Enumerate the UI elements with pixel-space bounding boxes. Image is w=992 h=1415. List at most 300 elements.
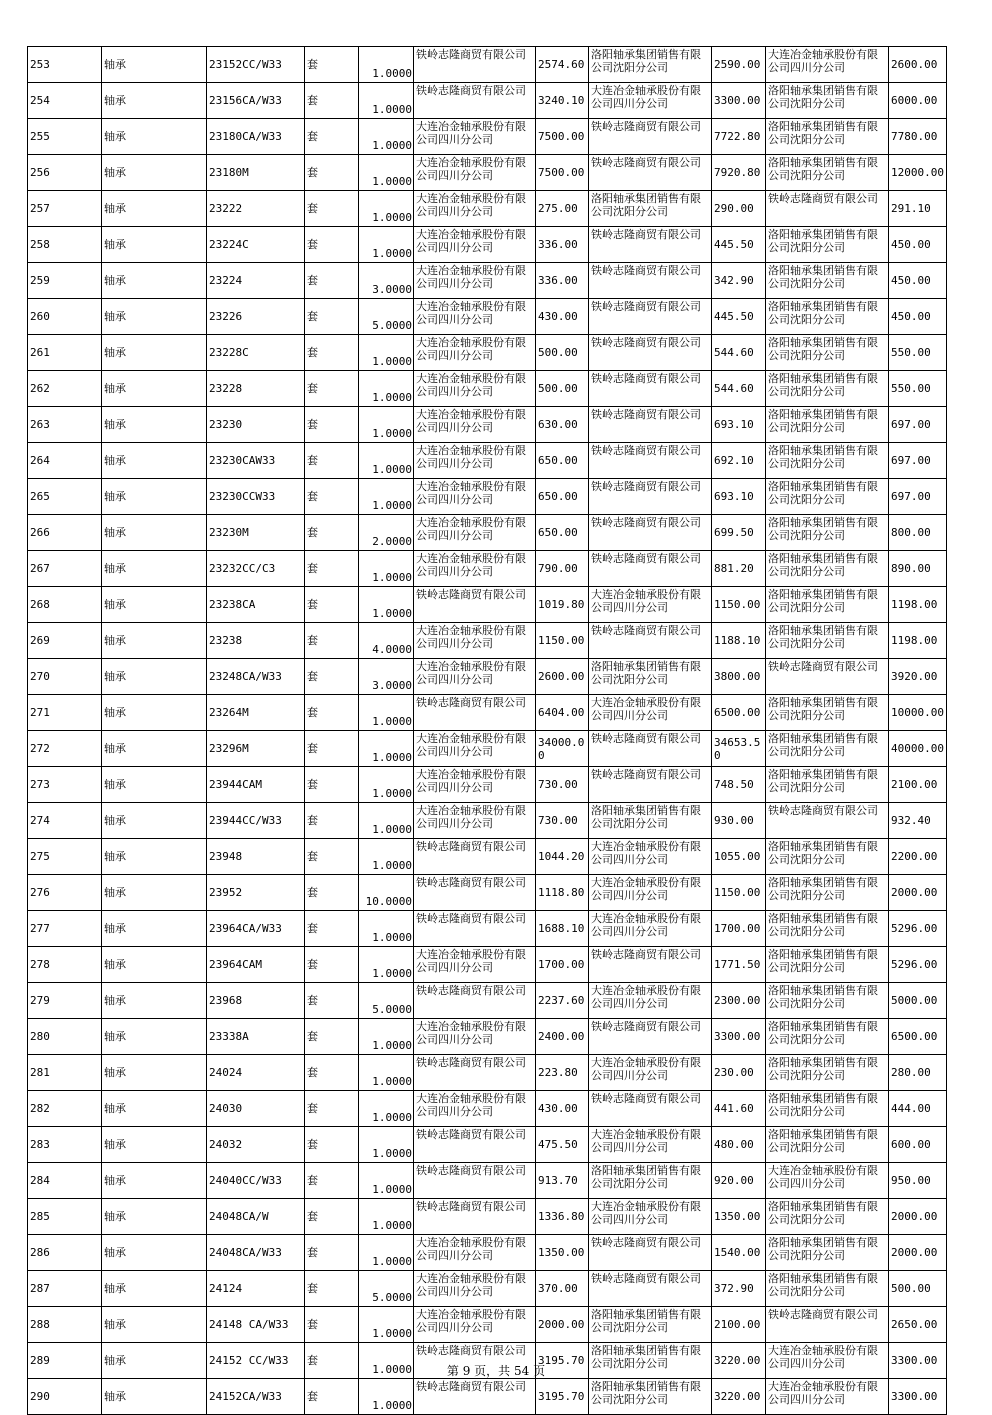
price-3-cell: 600.00 bbox=[889, 1127, 947, 1163]
price-3-cell: 1198.00 bbox=[889, 623, 947, 659]
price-2-cell: 699.50 bbox=[712, 515, 766, 551]
quantity-cell: 1.0000 bbox=[359, 1055, 414, 1091]
table-row bbox=[28, 335, 947, 371]
supplier-3-cell: 洛阳轴承集团销售有限公司沈阳分公司 bbox=[766, 587, 889, 623]
price-2-cell: 3300.00 bbox=[712, 83, 766, 119]
price-2-cell: 920.00 bbox=[712, 1163, 766, 1199]
price-1-cell: 430.00 bbox=[536, 1091, 589, 1127]
price-2-cell: 544.60 bbox=[712, 335, 766, 371]
price-3-cell: 291.10 bbox=[889, 191, 947, 227]
table-body bbox=[28, 47, 947, 1415]
supplier-3-cell: 洛阳轴承集团销售有限公司沈阳分公司 bbox=[766, 155, 889, 191]
price-2-cell: 930.00 bbox=[712, 803, 766, 839]
item-name-cell: 轴承 bbox=[102, 83, 207, 119]
row-number-cell: 276 bbox=[28, 875, 102, 911]
quantity-cell: 5.0000 bbox=[359, 299, 414, 335]
unit-cell: 套 bbox=[305, 1307, 359, 1343]
table-row bbox=[28, 443, 947, 479]
supplier-2-cell: 大连冶金轴承股份有限公司四川分公司 bbox=[589, 1055, 712, 1091]
row-number-cell: 274 bbox=[28, 803, 102, 839]
quantity-cell: 1.0000 bbox=[359, 911, 414, 947]
price-3-cell: 800.00 bbox=[889, 515, 947, 551]
model-cell: 24152CA/W33 bbox=[207, 1379, 305, 1415]
price-1-cell: 336.00 bbox=[536, 227, 589, 263]
price-1-cell: 2237.60 bbox=[536, 983, 589, 1019]
supplier-3-cell: 洛阳轴承集团销售有限公司沈阳分公司 bbox=[766, 227, 889, 263]
model-cell: 23968 bbox=[207, 983, 305, 1019]
model-cell: 23232CC/C3 bbox=[207, 551, 305, 587]
price-2-cell: 1150.00 bbox=[712, 875, 766, 911]
supplier-2-cell: 铁岭志隆商贸有限公司 bbox=[589, 371, 712, 407]
supplier-3-cell: 洛阳轴承集团销售有限公司沈阳分公司 bbox=[766, 299, 889, 335]
item-name-cell: 轴承 bbox=[102, 371, 207, 407]
price-3-cell: 550.00 bbox=[889, 335, 947, 371]
price-2-cell: 445.50 bbox=[712, 299, 766, 335]
price-3-cell: 7780.00 bbox=[889, 119, 947, 155]
price-1-cell: 630.00 bbox=[536, 407, 589, 443]
supplier-1-cell: 铁岭志隆商贸有限公司 bbox=[414, 1163, 536, 1199]
table-row bbox=[28, 1091, 947, 1127]
supplier-1-cell: 大连冶金轴承股份有限公司四川分公司 bbox=[414, 515, 536, 551]
row-number-cell: 284 bbox=[28, 1163, 102, 1199]
quantity-cell: 1.0000 bbox=[359, 1091, 414, 1127]
item-name-cell: 轴承 bbox=[102, 263, 207, 299]
model-cell: 23180M bbox=[207, 155, 305, 191]
table-row bbox=[28, 1127, 947, 1163]
price-2-cell: 3220.00 bbox=[712, 1343, 766, 1379]
supplier-2-cell: 洛阳轴承集团销售有限公司沈阳分公司 bbox=[589, 1379, 712, 1415]
unit-cell: 套 bbox=[305, 227, 359, 263]
supplier-1-cell: 大连冶金轴承股份有限公司四川分公司 bbox=[414, 551, 536, 587]
item-name-cell: 轴承 bbox=[102, 731, 207, 767]
table-row bbox=[28, 623, 947, 659]
price-3-cell: 444.00 bbox=[889, 1091, 947, 1127]
table-row bbox=[28, 839, 947, 875]
price-1-cell: 2600.00 bbox=[536, 659, 589, 695]
model-cell: 23964CAM bbox=[207, 947, 305, 983]
item-name-cell: 轴承 bbox=[102, 1019, 207, 1055]
model-cell: 23948 bbox=[207, 839, 305, 875]
price-2-cell: 7920.80 bbox=[712, 155, 766, 191]
table-row bbox=[28, 695, 947, 731]
unit-cell: 套 bbox=[305, 587, 359, 623]
table-row bbox=[28, 1055, 947, 1091]
price-3-cell: 3920.00 bbox=[889, 659, 947, 695]
supplier-1-cell: 铁岭志隆商贸有限公司 bbox=[414, 1055, 536, 1091]
supplier-1-cell: 铁岭志隆商贸有限公司 bbox=[414, 1343, 536, 1379]
supplier-3-cell: 大连冶金轴承股份有限公司四川分公司 bbox=[766, 47, 889, 83]
price-1-cell: 430.00 bbox=[536, 299, 589, 335]
supplier-2-cell: 大连冶金轴承股份有限公司四川分公司 bbox=[589, 587, 712, 623]
price-1-cell: 500.00 bbox=[536, 371, 589, 407]
price-3-cell: 2650.00 bbox=[889, 1307, 947, 1343]
quantity-cell: 1.0000 bbox=[359, 1307, 414, 1343]
supplier-2-cell: 大连冶金轴承股份有限公司四川分公司 bbox=[589, 1127, 712, 1163]
supplier-2-cell: 大连冶金轴承股份有限公司四川分公司 bbox=[589, 695, 712, 731]
item-name-cell: 轴承 bbox=[102, 1199, 207, 1235]
item-name-cell: 轴承 bbox=[102, 1091, 207, 1127]
unit-cell: 套 bbox=[305, 191, 359, 227]
quantity-cell: 4.0000 bbox=[359, 623, 414, 659]
price-3-cell: 3300.00 bbox=[889, 1379, 947, 1415]
model-cell: 23230CCW33 bbox=[207, 479, 305, 515]
supplier-3-cell: 大连冶金轴承股份有限公司四川分公司 bbox=[766, 1343, 889, 1379]
table-row bbox=[28, 227, 947, 263]
table-row bbox=[28, 803, 947, 839]
supplier-1-cell: 铁岭志隆商贸有限公司 bbox=[414, 839, 536, 875]
quantity-cell: 1.0000 bbox=[359, 1343, 414, 1379]
item-name-cell: 轴承 bbox=[102, 911, 207, 947]
supplier-2-cell: 大连冶金轴承股份有限公司四川分公司 bbox=[589, 839, 712, 875]
row-number-cell: 264 bbox=[28, 443, 102, 479]
supplier-1-cell: 大连冶金轴承股份有限公司四川分公司 bbox=[414, 335, 536, 371]
supplier-2-cell: 铁岭志隆商贸有限公司 bbox=[589, 119, 712, 155]
supplier-2-cell: 铁岭志隆商贸有限公司 bbox=[589, 1271, 712, 1307]
supplier-3-cell: 洛阳轴承集团销售有限公司沈阳分公司 bbox=[766, 623, 889, 659]
supplier-2-cell: 铁岭志隆商贸有限公司 bbox=[589, 155, 712, 191]
model-cell: 23952 bbox=[207, 875, 305, 911]
price-2-cell: 693.10 bbox=[712, 479, 766, 515]
price-2-cell: 372.90 bbox=[712, 1271, 766, 1307]
price-3-cell: 697.00 bbox=[889, 407, 947, 443]
row-number-cell: 269 bbox=[28, 623, 102, 659]
table-row bbox=[28, 731, 947, 767]
quantity-cell: 3.0000 bbox=[359, 263, 414, 299]
supplier-1-cell: 大连冶金轴承股份有限公司四川分公司 bbox=[414, 803, 536, 839]
price-3-cell: 697.00 bbox=[889, 479, 947, 515]
quantity-cell: 2.0000 bbox=[359, 515, 414, 551]
unit-cell: 套 bbox=[305, 911, 359, 947]
model-cell: 23156CA/W33 bbox=[207, 83, 305, 119]
supplier-3-cell: 洛阳轴承集团销售有限公司沈阳分公司 bbox=[766, 83, 889, 119]
price-2-cell: 445.50 bbox=[712, 227, 766, 263]
supplier-1-cell: 大连冶金轴承股份有限公司四川分公司 bbox=[414, 479, 536, 515]
price-2-cell: 1350.00 bbox=[712, 1199, 766, 1235]
supplier-3-cell: 铁岭志隆商贸有限公司 bbox=[766, 191, 889, 227]
row-number-cell: 259 bbox=[28, 263, 102, 299]
supplier-1-cell: 铁岭志隆商贸有限公司 bbox=[414, 695, 536, 731]
supplier-1-cell: 铁岭志隆商贸有限公司 bbox=[414, 1199, 536, 1235]
supplier-1-cell: 大连冶金轴承股份有限公司四川分公司 bbox=[414, 731, 536, 767]
page-footer: 第 9 页，共 54 页 bbox=[446, 1364, 546, 1378]
supplier-3-cell: 洛阳轴承集团销售有限公司沈阳分公司 bbox=[766, 515, 889, 551]
item-name-cell: 轴承 bbox=[102, 1343, 207, 1379]
supplier-2-cell: 洛阳轴承集团销售有限公司沈阳分公司 bbox=[589, 1343, 712, 1379]
quantity-cell: 1.0000 bbox=[359, 767, 414, 803]
row-number-cell: 253 bbox=[28, 47, 102, 83]
supplier-1-cell: 大连冶金轴承股份有限公司四川分公司 bbox=[414, 623, 536, 659]
unit-cell: 套 bbox=[305, 767, 359, 803]
price-2-cell: 3300.00 bbox=[712, 1019, 766, 1055]
supplier-3-cell: 洛阳轴承集团销售有限公司沈阳分公司 bbox=[766, 1235, 889, 1271]
item-name-cell: 轴承 bbox=[102, 1235, 207, 1271]
supplier-1-cell: 铁岭志隆商贸有限公司 bbox=[414, 1127, 536, 1163]
unit-cell: 套 bbox=[305, 1163, 359, 1199]
table-row bbox=[28, 1163, 947, 1199]
table-row bbox=[28, 47, 947, 83]
model-cell: 23222 bbox=[207, 191, 305, 227]
price-2-cell: 2300.00 bbox=[712, 983, 766, 1019]
unit-cell: 套 bbox=[305, 371, 359, 407]
price-1-cell: 730.00 bbox=[536, 767, 589, 803]
model-cell: 23230CAW33 bbox=[207, 443, 305, 479]
price-2-cell: 1188.10 bbox=[712, 623, 766, 659]
row-number-cell: 262 bbox=[28, 371, 102, 407]
quantity-cell: 1.0000 bbox=[359, 155, 414, 191]
unit-cell: 套 bbox=[305, 983, 359, 1019]
item-name-cell: 轴承 bbox=[102, 659, 207, 695]
price-2-cell: 290.00 bbox=[712, 191, 766, 227]
supplier-2-cell: 洛阳轴承集团销售有限公司沈阳分公司 bbox=[589, 1163, 712, 1199]
supplier-1-cell: 大连冶金轴承股份有限公司四川分公司 bbox=[414, 947, 536, 983]
supplier-1-cell: 大连冶金轴承股份有限公司四川分公司 bbox=[414, 119, 536, 155]
item-name-cell: 轴承 bbox=[102, 227, 207, 263]
table-row bbox=[28, 659, 947, 695]
price-2-cell: 544.60 bbox=[712, 371, 766, 407]
price-3-cell: 5296.00 bbox=[889, 911, 947, 947]
price-1-cell: 3240.10 bbox=[536, 83, 589, 119]
quantity-cell: 1.0000 bbox=[359, 47, 414, 83]
model-cell: 23296M bbox=[207, 731, 305, 767]
row-number-cell: 255 bbox=[28, 119, 102, 155]
supplier-2-cell: 大连冶金轴承股份有限公司四川分公司 bbox=[589, 83, 712, 119]
model-cell: 23338A bbox=[207, 1019, 305, 1055]
row-number-cell: 285 bbox=[28, 1199, 102, 1235]
supplier-1-cell: 铁岭志隆商贸有限公司 bbox=[414, 875, 536, 911]
quantity-cell: 1.0000 bbox=[359, 335, 414, 371]
supplier-2-cell: 洛阳轴承集团销售有限公司沈阳分公司 bbox=[589, 191, 712, 227]
supplier-3-cell: 洛阳轴承集团销售有限公司沈阳分公司 bbox=[766, 551, 889, 587]
row-number-cell: 254 bbox=[28, 83, 102, 119]
unit-cell: 套 bbox=[305, 1235, 359, 1271]
row-number-cell: 275 bbox=[28, 839, 102, 875]
unit-cell: 套 bbox=[305, 407, 359, 443]
quantity-cell: 1.0000 bbox=[359, 1127, 414, 1163]
supplier-3-cell: 洛阳轴承集团销售有限公司沈阳分公司 bbox=[766, 911, 889, 947]
supplier-2-cell: 铁岭志隆商贸有限公司 bbox=[589, 767, 712, 803]
item-name-cell: 轴承 bbox=[102, 479, 207, 515]
table-row bbox=[28, 983, 947, 1019]
table-row bbox=[28, 515, 947, 551]
item-name-cell: 轴承 bbox=[102, 155, 207, 191]
supplier-3-cell: 洛阳轴承集团销售有限公司沈阳分公司 bbox=[766, 839, 889, 875]
supplier-1-cell: 大连冶金轴承股份有限公司四川分公司 bbox=[414, 407, 536, 443]
price-1-cell: 336.00 bbox=[536, 263, 589, 299]
supplier-1-cell: 大连冶金轴承股份有限公司四川分公司 bbox=[414, 767, 536, 803]
price-1-cell: 1350.00 bbox=[536, 1235, 589, 1271]
supplier-3-cell: 铁岭志隆商贸有限公司 bbox=[766, 659, 889, 695]
price-2-cell: 1700.00 bbox=[712, 911, 766, 947]
quantity-cell: 3.0000 bbox=[359, 659, 414, 695]
row-number-cell: 273 bbox=[28, 767, 102, 803]
model-cell: 23238CA bbox=[207, 587, 305, 623]
row-number-cell: 257 bbox=[28, 191, 102, 227]
supplier-3-cell: 洛阳轴承集团销售有限公司沈阳分公司 bbox=[766, 947, 889, 983]
price-2-cell: 441.60 bbox=[712, 1091, 766, 1127]
price-2-cell: 881.20 bbox=[712, 551, 766, 587]
price-1-cell: 650.00 bbox=[536, 479, 589, 515]
row-number-cell: 265 bbox=[28, 479, 102, 515]
quantity-cell: 1.0000 bbox=[359, 695, 414, 731]
supplier-3-cell: 洛阳轴承集团销售有限公司沈阳分公司 bbox=[766, 335, 889, 371]
model-cell: 23230 bbox=[207, 407, 305, 443]
unit-cell: 套 bbox=[305, 1091, 359, 1127]
unit-cell: 套 bbox=[305, 83, 359, 119]
price-2-cell: 693.10 bbox=[712, 407, 766, 443]
supplier-2-cell: 铁岭志隆商贸有限公司 bbox=[589, 1091, 712, 1127]
price-3-cell: 2100.00 bbox=[889, 767, 947, 803]
supplier-2-cell: 洛阳轴承集团销售有限公司沈阳分公司 bbox=[589, 803, 712, 839]
table-row bbox=[28, 191, 947, 227]
supplier-1-cell: 大连冶金轴承股份有限公司四川分公司 bbox=[414, 155, 536, 191]
supplier-1-cell: 大连冶金轴承股份有限公司四川分公司 bbox=[414, 191, 536, 227]
row-number-cell: 283 bbox=[28, 1127, 102, 1163]
supplier-2-cell: 洛阳轴承集团销售有限公司沈阳分公司 bbox=[589, 1307, 712, 1343]
unit-cell: 套 bbox=[305, 1379, 359, 1415]
model-cell: 23152CC/W33 bbox=[207, 47, 305, 83]
price-1-cell: 1044.20 bbox=[536, 839, 589, 875]
item-name-cell: 轴承 bbox=[102, 1127, 207, 1163]
quantity-cell: 1.0000 bbox=[359, 371, 414, 407]
unit-cell: 套 bbox=[305, 875, 359, 911]
supplier-3-cell: 铁岭志隆商贸有限公司 bbox=[766, 1307, 889, 1343]
price-1-cell: 34000.00 bbox=[536, 731, 589, 767]
supplier-1-cell: 大连冶金轴承股份有限公司四川分公司 bbox=[414, 1019, 536, 1055]
unit-cell: 套 bbox=[305, 1127, 359, 1163]
supplier-3-cell: 洛阳轴承集团销售有限公司沈阳分公司 bbox=[766, 1091, 889, 1127]
supplier-2-cell: 铁岭志隆商贸有限公司 bbox=[589, 407, 712, 443]
table-row bbox=[28, 587, 947, 623]
unit-cell: 套 bbox=[305, 551, 359, 587]
model-cell: 23264M bbox=[207, 695, 305, 731]
unit-cell: 套 bbox=[305, 731, 359, 767]
unit-cell: 套 bbox=[305, 443, 359, 479]
price-1-cell: 3195.70 bbox=[536, 1343, 589, 1379]
row-number-cell: 258 bbox=[28, 227, 102, 263]
table-row bbox=[28, 767, 947, 803]
supplier-3-cell: 洛阳轴承集团销售有限公司沈阳分公司 bbox=[766, 1055, 889, 1091]
item-name-cell: 轴承 bbox=[102, 551, 207, 587]
supplier-1-cell: 大连冶金轴承股份有限公司四川分公司 bbox=[414, 1271, 536, 1307]
supplier-1-cell: 大连冶金轴承股份有限公司四川分公司 bbox=[414, 443, 536, 479]
table-row bbox=[28, 875, 947, 911]
supplier-2-cell: 洛阳轴承集团销售有限公司沈阳分公司 bbox=[589, 47, 712, 83]
table-row bbox=[28, 1199, 947, 1235]
price-1-cell: 6404.00 bbox=[536, 695, 589, 731]
item-name-cell: 轴承 bbox=[102, 875, 207, 911]
model-cell: 23238 bbox=[207, 623, 305, 659]
quantity-cell: 10.0000 bbox=[359, 875, 414, 911]
price-1-cell: 2400.00 bbox=[536, 1019, 589, 1055]
item-name-cell: 轴承 bbox=[102, 803, 207, 839]
price-1-cell: 1150.00 bbox=[536, 623, 589, 659]
row-number-cell: 256 bbox=[28, 155, 102, 191]
table-row bbox=[28, 299, 947, 335]
table-row bbox=[28, 479, 947, 515]
item-name-cell: 轴承 bbox=[102, 839, 207, 875]
price-1-cell: 650.00 bbox=[536, 515, 589, 551]
price-3-cell: 280.00 bbox=[889, 1055, 947, 1091]
price-1-cell: 2574.60 bbox=[536, 47, 589, 83]
price-2-cell: 6500.00 bbox=[712, 695, 766, 731]
price-1-cell: 475.50 bbox=[536, 1127, 589, 1163]
item-name-cell: 轴承 bbox=[102, 623, 207, 659]
model-cell: 24048CA/W33 bbox=[207, 1235, 305, 1271]
price-2-cell: 3220.00 bbox=[712, 1379, 766, 1415]
supplier-2-cell: 铁岭志隆商贸有限公司 bbox=[589, 479, 712, 515]
item-name-cell: 轴承 bbox=[102, 983, 207, 1019]
price-3-cell: 40000.00 bbox=[889, 731, 947, 767]
supplier-3-cell: 洛阳轴承集团销售有限公司沈阳分公司 bbox=[766, 767, 889, 803]
supplier-2-cell: 铁岭志隆商贸有限公司 bbox=[589, 299, 712, 335]
model-cell: 24024 bbox=[207, 1055, 305, 1091]
price-3-cell: 2000.00 bbox=[889, 1199, 947, 1235]
supplier-1-cell: 铁岭志隆商贸有限公司 bbox=[414, 47, 536, 83]
table-row bbox=[28, 947, 947, 983]
quantity-cell: 1.0000 bbox=[359, 119, 414, 155]
price-2-cell: 748.50 bbox=[712, 767, 766, 803]
price-3-cell: 2000.00 bbox=[889, 1235, 947, 1271]
model-cell: 24124 bbox=[207, 1271, 305, 1307]
row-number-cell: 279 bbox=[28, 983, 102, 1019]
supplier-3-cell: 洛阳轴承集团销售有限公司沈阳分公司 bbox=[766, 371, 889, 407]
supplier-3-cell: 洛阳轴承集团销售有限公司沈阳分公司 bbox=[766, 983, 889, 1019]
supplier-3-cell: 洛阳轴承集团销售有限公司沈阳分公司 bbox=[766, 263, 889, 299]
quantity-cell: 1.0000 bbox=[359, 443, 414, 479]
unit-cell: 套 bbox=[305, 335, 359, 371]
price-3-cell: 5000.00 bbox=[889, 983, 947, 1019]
row-number-cell: 267 bbox=[28, 551, 102, 587]
row-number-cell: 268 bbox=[28, 587, 102, 623]
quantity-cell: 1.0000 bbox=[359, 839, 414, 875]
row-number-cell: 260 bbox=[28, 299, 102, 335]
row-number-cell: 270 bbox=[28, 659, 102, 695]
supplier-2-cell: 铁岭志隆商贸有限公司 bbox=[589, 227, 712, 263]
unit-cell: 套 bbox=[305, 119, 359, 155]
row-number-cell: 289 bbox=[28, 1343, 102, 1379]
price-3-cell: 2000.00 bbox=[889, 875, 947, 911]
model-cell: 24032 bbox=[207, 1127, 305, 1163]
price-3-cell: 12000.00 bbox=[889, 155, 947, 191]
item-name-cell: 轴承 bbox=[102, 407, 207, 443]
item-name-cell: 轴承 bbox=[102, 191, 207, 227]
price-1-cell: 650.00 bbox=[536, 443, 589, 479]
unit-cell: 套 bbox=[305, 1343, 359, 1379]
item-name-cell: 轴承 bbox=[102, 695, 207, 731]
item-name-cell: 轴承 bbox=[102, 119, 207, 155]
model-cell: 24152 CC/W33 bbox=[207, 1343, 305, 1379]
price-1-cell: 7500.00 bbox=[536, 119, 589, 155]
price-1-cell: 1700.00 bbox=[536, 947, 589, 983]
row-number-cell: 286 bbox=[28, 1235, 102, 1271]
supplier-3-cell: 洛阳轴承集团销售有限公司沈阳分公司 bbox=[766, 119, 889, 155]
supplier-2-cell: 铁岭志隆商贸有限公司 bbox=[589, 335, 712, 371]
table-row bbox=[28, 911, 947, 947]
model-cell: 24148 CA/W33 bbox=[207, 1307, 305, 1343]
model-cell: 24048CA/W bbox=[207, 1199, 305, 1235]
supplier-2-cell: 大连冶金轴承股份有限公司四川分公司 bbox=[589, 1199, 712, 1235]
price-1-cell: 500.00 bbox=[536, 335, 589, 371]
model-cell: 23228C bbox=[207, 335, 305, 371]
table-row bbox=[28, 1271, 947, 1307]
quantity-cell: 5.0000 bbox=[359, 1271, 414, 1307]
supplier-2-cell: 大连冶金轴承股份有限公司四川分公司 bbox=[589, 983, 712, 1019]
price-1-cell: 790.00 bbox=[536, 551, 589, 587]
supplier-1-cell: 大连冶金轴承股份有限公司四川分公司 bbox=[414, 1091, 536, 1127]
row-number-cell: 272 bbox=[28, 731, 102, 767]
quantity-cell: 1.0000 bbox=[359, 947, 414, 983]
quantity-cell: 1.0000 bbox=[359, 479, 414, 515]
